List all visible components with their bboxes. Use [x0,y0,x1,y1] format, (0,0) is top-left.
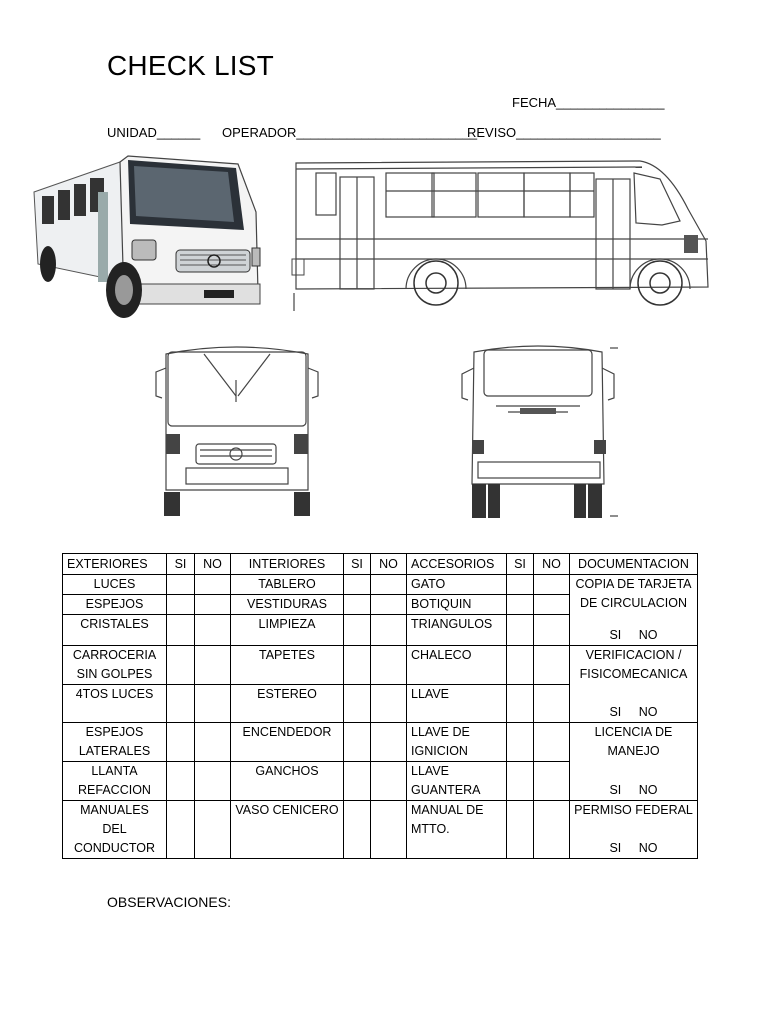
table-header-cell: ACCESORIOS [407,554,507,575]
no-checkbox[interactable] [371,615,407,646]
si-checkbox[interactable] [344,762,371,801]
table-header-cell: NO [371,554,407,575]
item-label: LLAVE DE IGNICION [407,723,507,762]
documentacion-label: LICENCIA DE MANEJO [594,725,673,758]
item-label: MANUALES DEL CONDUCTOR [63,801,167,859]
item-label: VASO CENICERO [231,801,344,859]
documentacion-cell [570,575,698,646]
item-label: LIMPIEZA [231,615,344,646]
si-checkbox[interactable] [344,685,371,723]
checklist-table [62,553,698,859]
no-checkbox[interactable] [195,595,231,615]
si-checkbox[interactable] [507,575,534,595]
item-label: TAPETES [231,646,344,685]
si-checkbox[interactable] [344,595,371,615]
item-label: TRIANGULOS [407,615,507,646]
si-checkbox[interactable] [167,762,195,801]
item-label: LLAVE [407,685,507,723]
reviso-field[interactable]: REVISO____________________ [467,125,661,140]
observaciones-label: OBSERVACIONES: [107,894,231,910]
item-label: ESPEJOS LATERALES [63,723,167,762]
item-label: GATO [407,575,507,595]
si-no-options[interactable]: SI NO [609,841,658,855]
documentacion-cell [570,801,698,859]
no-checkbox[interactable] [371,762,407,801]
si-no-options[interactable]: SI NO [609,628,658,642]
table-header-cell: SI [507,554,534,575]
table-header-cell: INTERIORES [231,554,344,575]
documentacion-label: VERIFICACION / FISICOMECANICA [579,648,688,681]
table-header-cell: SI [344,554,371,575]
page-title: CHECK LIST [107,50,274,81]
table-row [63,575,698,595]
item-label: 4TOS LUCES [63,685,167,723]
table-header-cell: EXTERIORES [63,554,167,575]
si-checkbox[interactable] [507,595,534,615]
item-label: CRISTALES [63,615,167,646]
no-checkbox[interactable] [534,595,570,615]
si-checkbox[interactable] [344,615,371,646]
no-checkbox[interactable] [371,646,407,685]
si-checkbox[interactable] [507,685,534,723]
si-checkbox[interactable] [167,801,195,859]
no-checkbox[interactable] [371,595,407,615]
si-checkbox[interactable] [507,801,534,859]
no-checkbox[interactable] [534,646,570,685]
item-label: ESPEJOS [63,595,167,615]
table-row [63,801,698,859]
no-checkbox[interactable] [534,762,570,801]
item-label: ENCENDEDOR [231,723,344,762]
si-checkbox[interactable] [344,646,371,685]
no-checkbox[interactable] [534,723,570,762]
item-label: ESTEREO [231,685,344,723]
si-checkbox[interactable] [167,685,195,723]
si-checkbox[interactable] [344,801,371,859]
no-checkbox[interactable] [534,685,570,723]
documentacion-cell [570,723,698,801]
si-checkbox[interactable] [507,646,534,685]
si-checkbox[interactable] [507,723,534,762]
si-checkbox[interactable] [344,723,371,762]
no-checkbox[interactable] [371,685,407,723]
unidad-field[interactable]: UNIDAD______ [107,125,201,140]
no-checkbox[interactable] [195,762,231,801]
si-checkbox[interactable] [167,646,195,685]
documentacion-cell [570,646,698,723]
si-checkbox[interactable] [507,615,534,646]
table-header-cell: NO [534,554,570,575]
documentacion-label: COPIA DE TARJETA DE CIRCULACION [575,577,692,610]
no-checkbox[interactable] [195,723,231,762]
no-checkbox[interactable] [195,801,231,859]
table-row [63,723,698,762]
no-checkbox[interactable] [534,615,570,646]
item-label: LUCES [63,575,167,595]
no-checkbox[interactable] [371,801,407,859]
si-checkbox[interactable] [167,723,195,762]
table-header-cell: DOCUMENTACION [570,554,698,575]
bus-front-view-image [152,342,322,520]
si-no-options[interactable]: SI NO [609,783,658,797]
table-header-cell: NO [195,554,231,575]
no-checkbox[interactable] [195,615,231,646]
si-checkbox[interactable] [167,615,195,646]
bus-photo-image [28,152,264,328]
table-row [63,646,698,685]
bus-rear-view-image [456,342,624,522]
item-label: LLANTA REFACCION [63,762,167,801]
no-checkbox[interactable] [195,575,231,595]
si-no-options[interactable]: SI NO [609,705,658,719]
no-checkbox[interactable] [371,723,407,762]
operador-field[interactable]: OPERADOR_________________________ [222,125,478,140]
no-checkbox[interactable] [371,575,407,595]
table-header-cell: SI [167,554,195,575]
item-label: CARROCERIA SIN GOLPES [63,646,167,685]
item-label: CHALECO [407,646,507,685]
fecha-field[interactable]: FECHA_______________ [512,95,665,110]
documentacion-label: PERMISO FEDERAL [574,803,693,817]
bus-side-view-image [290,155,714,315]
no-checkbox[interactable] [195,685,231,723]
item-label: GANCHOS [231,762,344,801]
item-label: VESTIDURAS [231,595,344,615]
item-label: LLAVE GUANTERA [407,762,507,801]
no-checkbox[interactable] [534,801,570,859]
si-checkbox[interactable] [167,575,195,595]
si-checkbox[interactable] [167,595,195,615]
no-checkbox[interactable] [534,575,570,595]
no-checkbox[interactable] [195,646,231,685]
item-label: TABLERO [231,575,344,595]
item-label: BOTIQUIN [407,595,507,615]
si-checkbox[interactable] [344,575,371,595]
si-checkbox[interactable] [507,762,534,801]
item-label: MANUAL DE MTTO. [407,801,507,859]
